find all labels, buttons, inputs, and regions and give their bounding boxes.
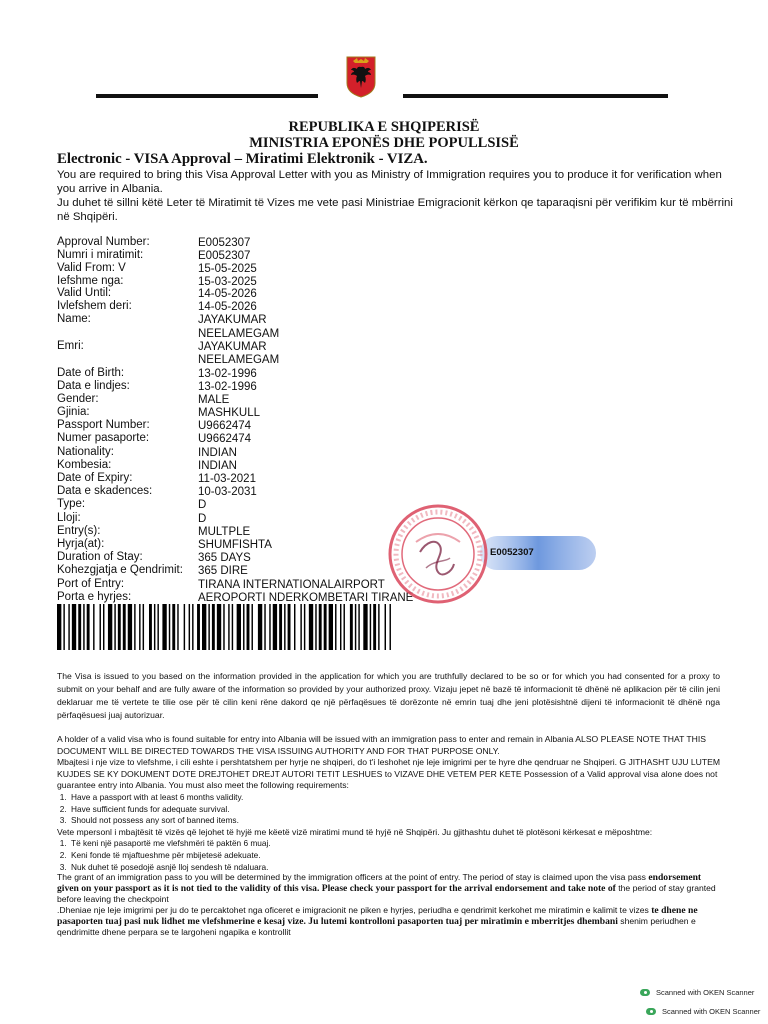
barcode-bar (162, 604, 166, 650)
list-item: 3. Nuk duhet të posedojë asnjë lloj sendesh të ndaluara. (69, 862, 720, 874)
grant-english (57, 872, 720, 905)
field-label: Emri: (57, 340, 84, 352)
field-label: Duration of Stay: (57, 551, 143, 563)
field-value: MULTPLE (198, 526, 251, 538)
barcode-bar (319, 604, 322, 650)
grant-block (57, 872, 720, 938)
barcode-bar (223, 604, 224, 650)
holder-notice-albanian: Mbajtesi i nje vize to vlefshme, i cili eshte i pershtatshem per hyrje ne shqiperi, do t'i leshohet nje leje imigrimi per te hyre dhe qendruar ne Shqiperi. G JITHASHT UJU LUTEM KUJDES SE KY DOKUMENT DOTE DREJTOHET DREJT AUTORI TETIT LESHUES to VIZAVE DHE VETEM PER KETE Possession of a Valid approval visa alone does not guarantee entry into Albania. You must also meet the following requirements: (57, 757, 721, 791)
barcode-bar (83, 604, 84, 650)
barcode-bar (189, 604, 190, 650)
barcode-bar (264, 604, 265, 650)
field-value: 10-03-2031 (198, 486, 257, 498)
field-value: 11-03-2021 (198, 473, 256, 485)
field-label: Gjinia: (57, 406, 90, 418)
barcode-bar (108, 604, 112, 650)
field-value: NEELAMEGAM (198, 328, 280, 340)
field-value: 13-02-1996 (198, 368, 257, 380)
barcode-bar (143, 604, 144, 650)
barcode-bar (100, 604, 101, 650)
holder-notice: A holder of a valid visa who is found suitable for entry into Albania will be issued with an immigration pass to enter and remain in Albania ALSO PLEASE NOTE THAT THIS DOCUMENT WILL BE DIRECTED TOWARDS THE VISA ISSUING AUTHORITY AND FOR THAT PURPOSE ONLY. (57, 734, 707, 756)
barcode-bar (228, 604, 229, 650)
field-value: INDIAN (198, 447, 237, 459)
scanner-watermark-1 (640, 988, 754, 997)
field-label: Numri i miratimit: (57, 249, 144, 261)
barcode-bar (258, 604, 262, 650)
barcode-bar (72, 604, 76, 650)
barcode-bar (279, 604, 282, 650)
barcode-bar (57, 604, 61, 650)
barcode-bar (288, 604, 291, 650)
header-rule-right (403, 94, 668, 98)
field-value: SHUMFISHTA (198, 539, 272, 551)
barcode-bar (134, 604, 135, 650)
field-value: JAYAKUMAR (198, 314, 267, 326)
field-value: 365 DAYS (198, 552, 251, 564)
barcode-bar (93, 604, 94, 650)
barcode (57, 604, 391, 650)
field-label: Date of Expiry: (57, 472, 133, 484)
requirements-list-albanian (57, 838, 720, 873)
field-value: NEELAMEGAM (198, 354, 280, 366)
field-label: Date of Birth: (57, 367, 125, 379)
barcode-bar (87, 604, 90, 650)
barcode-bar (197, 604, 200, 650)
field-value: MASHKULL (198, 407, 260, 419)
field-label: Lloji: (57, 512, 81, 524)
barcode-bar (232, 604, 233, 650)
field-value: 15-03-2025 (198, 276, 257, 288)
field-label: Hyrja(at): (57, 538, 105, 550)
scanner-label: Scanned with OKEN Scanner (662, 1007, 761, 1016)
field-value: INDIAN (198, 460, 237, 472)
field-label: Valid Until: (57, 287, 112, 299)
barcode-bar (344, 604, 345, 650)
requirements-intro-albanian: Vete mpersonl i mbajtësit të vizës që lejohet të hyjë me këetë vizë miratimi mund të hyjë në Shqipëri. Ju gjithashtu duhet të plotësoni kërkesat e mëposhtme: (57, 826, 653, 837)
field-label: Kombesia: (57, 459, 112, 471)
field-value: 365 DIRE (198, 565, 248, 577)
barcode-bar (329, 604, 333, 650)
field-value: U9662474 (198, 420, 252, 432)
field-label: Approval Number: (57, 236, 150, 248)
field-value: TIRANA INTERNATIONALAIRPORT (198, 579, 385, 591)
barcode-bar (139, 604, 140, 650)
conditions-block (57, 734, 720, 873)
field-value: JAYAKUMAR (198, 341, 267, 353)
grant-sq-tail-text: shenim periudhen e qendrimitte dhene perpara se te largoheni ngapika e kontrollit (57, 916, 696, 937)
issuance-paragraph: The Visa is issued to you based on the information provided in the application for which you are truthfully declared to be so or for which you had consented for a proxy to submit on your behalf and are fully aware of the information so provided by your authorized proxy. Vizaju jepet në bazë të informacionit të dhënë në aplikacion për të cilin jeni deklaruar me të vertete te tilie ose për të cilin keni rëne dakord qe një përfaqësues të dorëzonte në emrin tuaj dhe jeni plotësishtnë dijeni të informacionit të dhënë nga përfaqësuesi juaj autorizuar. (57, 671, 720, 720)
field-label: Gender: (57, 393, 99, 405)
barcode-bar (177, 604, 178, 650)
list-item: 1. Have a passport with at least 6 months validity. (69, 792, 720, 804)
field-label: Passport Number: (57, 419, 150, 431)
scanner-toggle-icon (640, 989, 650, 996)
list-item: 3. Should not possess any sort of banned items. (69, 815, 720, 827)
barcode-bar (294, 604, 295, 650)
grant-sq-bold-text: te dhene ne pasaporten tuaj pasi nuk lidhet me vlefshmerine e kesaj vize. Ju lutemi kontrolloni pasaporten tuaj per miratimin e mberritjes dhembani (57, 905, 698, 927)
field-value: 14-05-2026 (198, 288, 257, 300)
barcode-bar (243, 604, 244, 650)
field-label: Valid From: V (57, 262, 126, 274)
barcode-bar (309, 604, 313, 650)
barcode-bar (128, 604, 132, 650)
grant-lead-text: The grant of an immigration pass to you will be determined by the immigration officers at the point of entry. The period of stay is claimed upon the visa pass (57, 872, 646, 882)
barcode-bar (363, 604, 367, 650)
field-value: 13-02-1996 (198, 381, 257, 393)
barcode-bar (390, 604, 391, 650)
field-label: Ivlefshem deri: (57, 300, 132, 312)
barcode-bar (169, 604, 170, 650)
field-value: U9662474 (198, 433, 252, 445)
scanner-watermark-2 (646, 1007, 760, 1016)
barcode-bar (304, 604, 305, 650)
barcode-bar (149, 604, 152, 650)
field-label: Numer pasaporte: (57, 432, 150, 444)
field-label: Type: (57, 498, 86, 510)
field-value: D (198, 513, 207, 525)
barcode-bar (212, 604, 215, 650)
field-label: Entry(s): (57, 525, 101, 537)
intro-english: You are required to bring this Visa Approval Letter with you as Ministry of Immigration requires you to produce it for verification when you arrive in Albania. (57, 169, 722, 195)
barcode-bar (192, 604, 193, 650)
barcode-bar (118, 604, 121, 650)
grant-bold-text: endorsement given on your passport as it is not tied to the validity of this visa. Please check your passport for the arrival endorsement and take note of (57, 872, 702, 894)
field-label: Data e skadences: (57, 485, 153, 497)
document-title: Electronic - VISA Approval – Miratimi Elektronik - VIZA. (57, 151, 428, 167)
intro-albanian: Ju duhet të sillni këtë Leter të Miratimit të Vizes me vete pasi Ministriae Emigracionit kërkon qe taparaqisni për verifikim kur të mbërrini në Shqipëri. (57, 197, 733, 223)
barcode-bar (324, 604, 327, 650)
scanner-toggle-icon (646, 1008, 656, 1015)
list-item: 2. Have sufficient funds for adequate survival. (69, 804, 720, 816)
field-label: Name: (57, 313, 91, 325)
barcode-bar (284, 604, 285, 650)
albanian-emblem-icon (346, 56, 376, 98)
list-item: 1. Të keni një pasaportë me vlefshmëri të paktën 6 muaj. (69, 838, 720, 850)
field-label: Data e lindjes: (57, 380, 130, 392)
field-label: Nationality: (57, 446, 114, 458)
barcode-bar (385, 604, 386, 650)
barcode-bar (208, 604, 209, 650)
barcode-bar (350, 604, 353, 650)
field-value: AEROPORTI NDERKOMBETARI TIRANE (198, 592, 414, 604)
barcode-bar (63, 604, 64, 650)
grant-sq-lead-text: .Dheniae nje leje imigrimi per ju do te percaktohet nga oficeret e imigracionit ne piken e hyrjes, periudha e qendrimit kerkohet me miratimin e kalimit te vizes (57, 905, 649, 915)
grant-tail-text: the period of stay granted before leaving the checkpoint (57, 883, 716, 904)
field-label: Iefshme nga: (57, 275, 124, 287)
field-value: D (198, 499, 207, 511)
barcode-bar (378, 604, 379, 650)
list-item: 2. Keni fonde të mjaftueshme për mbijetesë adekuate. (69, 850, 720, 862)
republic-heading: REPUBLIKA E SHQIPERISË (288, 119, 480, 135)
barcode-bar (123, 604, 126, 650)
barcode-bar (335, 604, 336, 650)
field-label: Porta e hyrjes: (57, 591, 132, 603)
barcode-bar (370, 604, 371, 650)
barcode-bar (172, 604, 175, 650)
barcode-bar (78, 604, 81, 650)
field-value: 15-05-2025 (198, 263, 257, 275)
barcode-bar (300, 604, 301, 650)
barcode-bar (114, 604, 115, 650)
barcode-bar (373, 604, 376, 650)
barcode-bar (202, 604, 206, 650)
field-label: Kohezgjatja e Qendrimit: (57, 564, 183, 576)
barcode-bar (154, 604, 155, 650)
barcode-bar (273, 604, 277, 650)
ministry-heading: MINISTRIA EPONËS DHE POPULLSISË (249, 135, 519, 151)
field-label: Port of Entry: (57, 578, 125, 590)
barcode-bar (355, 604, 356, 650)
field-value: MALE (198, 394, 230, 406)
barcode-bar (237, 604, 241, 650)
field-value: E0052307 (198, 250, 251, 262)
field-value: E0052307 (198, 237, 251, 249)
scanner-label: Scanned with OKEN Scanner (656, 988, 755, 997)
barcode-bar (269, 604, 270, 650)
barcode-bar (247, 604, 250, 650)
barcode-bar (103, 604, 104, 650)
requirements-list-english (57, 792, 720, 827)
field-value: 14-05-2026 (198, 301, 257, 313)
header-rule-left (96, 94, 318, 98)
barcode-bar (184, 604, 185, 650)
barcode-bar (217, 604, 221, 650)
barcode-bar (157, 604, 158, 650)
barcode-bar (358, 604, 359, 650)
barcode-bar (315, 604, 316, 650)
barcode-bar (252, 604, 253, 650)
barcode-bar (340, 604, 341, 650)
stamp-approval-number: E0052307 (490, 547, 534, 558)
barcode-bar (68, 604, 69, 650)
grant-albanian (57, 905, 720, 938)
